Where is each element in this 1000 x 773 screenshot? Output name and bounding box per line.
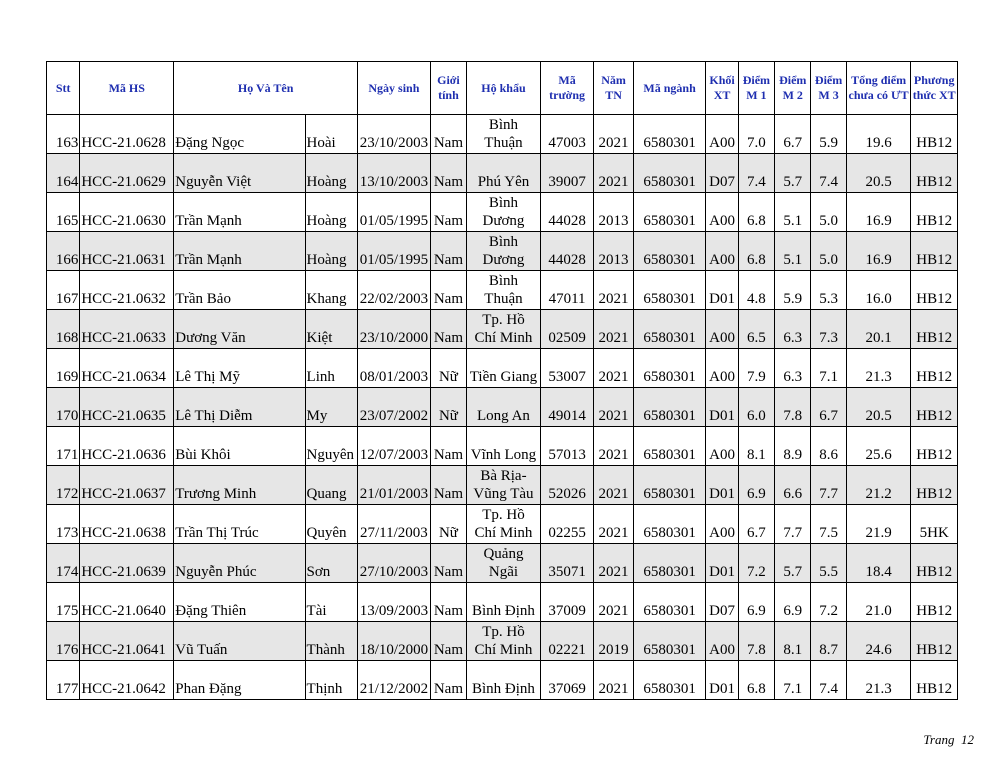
cell-nam-tn: 2021 [594,310,633,349]
cell-diem-m1: 6.8 [738,232,774,271]
cell-khoi-xt: A00 [706,505,738,544]
ho-khau-line-2: Phú Yên [477,174,530,190]
ho-khau-line-1: Bà Rịa- [480,468,527,484]
cell-tong-diem: 24.6 [846,622,911,661]
cell-gioi-tinh: Nữ [430,505,466,544]
cell-ma-truong: 53007 [540,349,594,388]
ho-khau-line-1: Tp. Hồ [482,507,525,523]
cell-diem-m1: 6.7 [738,505,774,544]
cell-ten: Sơn [305,544,358,583]
cell-ho-khau [467,583,541,622]
cell-diem-m1: 7.8 [738,622,774,661]
cell-ma-nganh: 6580301 [633,349,706,388]
cell-ma-truong: 37009 [540,583,594,622]
cell-ma-truong: 39007 [540,154,594,193]
cell-nam-tn: 2021 [594,154,633,193]
cell-khoi-xt: D01 [706,271,738,310]
ho-khau-line-2: Vũng Tàu [473,486,534,502]
cell-nam-tn: 2021 [594,661,633,700]
ho-khau-line-1: Tp. Hồ [482,312,525,328]
table-row [47,310,958,349]
cell-phuong-thuc: HB12 [911,583,958,622]
cell-ma-hs: HCC-21.0629 [80,154,174,193]
cell-diem-m2: 6.9 [775,583,811,622]
cell-ten: Thành [305,622,358,661]
cell-tong-diem: 20.1 [846,310,911,349]
header-ngay-sinh: Ngày sinh [358,62,431,115]
cell-phuong-thuc: HB12 [911,661,958,700]
cell-ho-khau [467,466,541,505]
cell-stt: 165 [47,193,80,232]
cell-ten: Thịnh [305,661,358,700]
header-khoi-xt: Khối XT [706,62,738,115]
cell-ho: Trần Mạnh [174,232,305,271]
cell-nam-tn: 2019 [594,622,633,661]
cell-stt: 177 [47,661,80,700]
cell-ho: Trương Minh [174,466,305,505]
cell-ma-hs: HCC-21.0642 [80,661,174,700]
cell-ma-truong: 37069 [540,661,594,700]
cell-gioi-tinh: Nam [430,115,466,154]
cell-diem-m1: 7.4 [738,154,774,193]
cell-ten: Quang [305,466,358,505]
cell-ho-khau [467,232,541,271]
cell-ma-hs: HCC-21.0640 [80,583,174,622]
cell-phuong-thuc: HB12 [911,622,958,661]
cell-ma-hs: HCC-21.0637 [80,466,174,505]
header-diem-m3: Điểm M 3 [811,62,846,115]
cell-diem-m1: 6.8 [738,193,774,232]
cell-ngay-sinh: 23/10/2003 [358,115,431,154]
cell-ma-hs: HCC-21.0630 [80,193,174,232]
header-stt: Stt [47,62,80,115]
header-phuong-thuc: Phương thức XT [911,62,958,115]
cell-diem-m3: 8.7 [811,622,846,661]
cell-khoi-xt: D01 [706,544,738,583]
cell-diem-m3: 7.4 [811,154,846,193]
cell-ho-khau [467,349,541,388]
table-row [47,193,958,232]
cell-ma-hs: HCC-21.0638 [80,505,174,544]
cell-ho: Nguyễn Việt [174,154,305,193]
cell-ngay-sinh: 12/07/2003 [358,427,431,466]
cell-tong-diem: 16.9 [846,193,911,232]
cell-ten: Hoàng [305,154,358,193]
ho-khau-line-1: Bình [488,273,519,289]
cell-ten: Nguyên [305,427,358,466]
cell-ma-hs: HCC-21.0632 [80,271,174,310]
cell-ho: Phan Đặng [174,661,305,700]
cell-ho-khau [467,310,541,349]
cell-diem-m2: 6.3 [775,349,811,388]
cell-khoi-xt: A00 [706,232,738,271]
cell-ho-khau [467,388,541,427]
cell-diem-m2: 5.1 [775,232,811,271]
cell-ngay-sinh: 08/01/2003 [358,349,431,388]
cell-khoi-xt: A00 [706,310,738,349]
student-table [46,61,958,700]
cell-ho-khau [467,622,541,661]
cell-diem-m3: 5.3 [811,271,846,310]
cell-diem-m3: 8.6 [811,427,846,466]
cell-ho: Trần Mạnh [174,193,305,232]
cell-diem-m1: 8.1 [738,427,774,466]
cell-ma-hs: HCC-21.0641 [80,622,174,661]
cell-diem-m3: 5.9 [811,115,846,154]
header-ho-ten: Họ Và Tên [174,62,358,115]
cell-stt: 173 [47,505,80,544]
cell-ma-nganh: 6580301 [633,388,706,427]
table-row [47,154,958,193]
cell-khoi-xt: A00 [706,349,738,388]
cell-ten: Quyên [305,505,358,544]
table-row [47,622,958,661]
table-row [47,232,958,271]
cell-ma-truong: 47003 [540,115,594,154]
cell-ho-khau [467,193,541,232]
header-diem-m1: Điểm M 1 [738,62,774,115]
cell-khoi-xt: D07 [706,154,738,193]
cell-phuong-thuc: HB12 [911,154,958,193]
cell-ten: Hoàng [305,193,358,232]
cell-ma-hs: HCC-21.0639 [80,544,174,583]
cell-gioi-tinh: Nam [430,622,466,661]
cell-khoi-xt: D01 [706,661,738,700]
cell-gioi-tinh: Nam [430,310,466,349]
cell-phuong-thuc: HB12 [911,466,958,505]
header-row [47,62,958,115]
cell-diem-m2: 8.9 [775,427,811,466]
cell-diem-m3: 7.7 [811,466,846,505]
cell-diem-m2: 5.1 [775,193,811,232]
cell-ho: Bùi Khôi [174,427,305,466]
cell-gioi-tinh: Nữ [430,388,466,427]
cell-diem-m2: 7.7 [775,505,811,544]
table-row [47,661,958,700]
cell-ma-nganh: 6580301 [633,271,706,310]
cell-phuong-thuc: HB12 [911,232,958,271]
cell-tong-diem: 21.3 [846,349,911,388]
cell-ho: Đặng Ngọc [174,115,305,154]
cell-phuong-thuc: HB12 [911,271,958,310]
cell-nam-tn: 2021 [594,427,633,466]
header-tong-diem: Tổng điểm chưa có ƯT [846,62,911,115]
table-row [47,466,958,505]
cell-ma-truong: 44028 [540,193,594,232]
cell-diem-m2: 5.7 [775,544,811,583]
cell-stt: 174 [47,544,80,583]
table-row [47,544,958,583]
cell-tong-diem: 16.9 [846,232,911,271]
cell-ma-hs: HCC-21.0635 [80,388,174,427]
cell-ma-nganh: 6580301 [633,466,706,505]
cell-stt: 175 [47,583,80,622]
cell-diem-m2: 5.7 [775,154,811,193]
cell-stt: 166 [47,232,80,271]
cell-phuong-thuc: HB12 [911,115,958,154]
cell-phuong-thuc: HB12 [911,544,958,583]
ho-khau-line-2: Chí Minh [474,525,533,541]
header-gioi-tinh: Giới tính [430,62,466,115]
cell-ten: Tài [305,583,358,622]
page-number: 12 [961,732,974,747]
cell-ngay-sinh: 01/05/1995 [358,193,431,232]
cell-ho-khau [467,427,541,466]
cell-ho: Đặng Thiên [174,583,305,622]
table-row [47,427,958,466]
cell-diem-m1: 7.2 [738,544,774,583]
cell-ngay-sinh: 01/05/1995 [358,232,431,271]
cell-gioi-tinh: Nam [430,271,466,310]
cell-tong-diem: 21.9 [846,505,911,544]
ho-khau-line-2: Thuận [484,135,523,151]
cell-ma-truong: 02509 [540,310,594,349]
cell-ngay-sinh: 23/07/2002 [358,388,431,427]
ho-khau-line-2: Dương [482,213,525,229]
cell-tong-diem: 20.5 [846,388,911,427]
cell-gioi-tinh: Nam [430,232,466,271]
cell-khoi-xt: A00 [706,193,738,232]
cell-diem-m3: 5.5 [811,544,846,583]
cell-diem-m1: 7.9 [738,349,774,388]
cell-ngay-sinh: 23/10/2000 [358,310,431,349]
cell-tong-diem: 19.6 [846,115,911,154]
cell-diem-m3: 6.7 [811,388,846,427]
cell-phuong-thuc: HB12 [911,310,958,349]
cell-ma-hs: HCC-21.0636 [80,427,174,466]
cell-tong-diem: 21.3 [846,661,911,700]
cell-khoi-xt: D01 [706,388,738,427]
cell-gioi-tinh: Nam [430,427,466,466]
ho-khau-line-2: Long An [477,408,530,424]
cell-nam-tn: 2021 [594,388,633,427]
cell-stt: 168 [47,310,80,349]
cell-ten: Hoài [305,115,358,154]
cell-phuong-thuc: HB12 [911,193,958,232]
cell-ma-truong: 49014 [540,388,594,427]
ho-khau-line-2: Bình Định [472,603,535,619]
cell-diem-m3: 7.5 [811,505,846,544]
cell-ho: Trần Bảo [174,271,305,310]
ho-khau-line-2: Dương [482,252,525,268]
cell-diem-m1: 6.9 [738,583,774,622]
header-diem-m2: Điểm M 2 [775,62,811,115]
cell-stt: 176 [47,622,80,661]
cell-ma-hs: HCC-21.0628 [80,115,174,154]
cell-tong-diem: 25.6 [846,427,911,466]
header-ma-hs: Mã HS [80,62,174,115]
cell-ma-truong: 02221 [540,622,594,661]
cell-tong-diem: 20.5 [846,154,911,193]
cell-ma-hs: HCC-21.0631 [80,232,174,271]
cell-ten: Kiệt [305,310,358,349]
ho-khau-line-1: Tp. Hồ [482,624,525,640]
cell-stt: 171 [47,427,80,466]
cell-gioi-tinh: Nữ [430,349,466,388]
cell-diem-m3: 7.2 [811,583,846,622]
cell-diem-m3: 5.0 [811,232,846,271]
cell-ho: Vũ Tuấn [174,622,305,661]
cell-ma-truong: 35071 [540,544,594,583]
cell-nam-tn: 2021 [594,466,633,505]
cell-diem-m1: 6.5 [738,310,774,349]
cell-ma-truong: 47011 [540,271,594,310]
cell-stt: 164 [47,154,80,193]
cell-gioi-tinh: Nam [430,544,466,583]
cell-ma-nganh: 6580301 [633,427,706,466]
cell-gioi-tinh: Nam [430,154,466,193]
cell-phuong-thuc: HB12 [911,388,958,427]
cell-khoi-xt: D01 [706,466,738,505]
ho-khau-line-1: Bình [488,234,519,250]
cell-ma-hs: HCC-21.0634 [80,349,174,388]
cell-diem-m1: 6.9 [738,466,774,505]
cell-diem-m1: 4.8 [738,271,774,310]
cell-ten: Linh [305,349,358,388]
cell-ma-nganh: 6580301 [633,115,706,154]
cell-stt: 169 [47,349,80,388]
cell-ngay-sinh: 13/10/2003 [358,154,431,193]
cell-diem-m1: 6.0 [738,388,774,427]
ho-khau-line-2: Vĩnh Long [470,447,537,463]
cell-khoi-xt: A00 [706,115,738,154]
ho-khau-line-1: Quảng [483,546,524,562]
cell-tong-diem: 16.0 [846,271,911,310]
header-ma-truong: Mã trường [540,62,594,115]
ho-khau-line-2: Ngãi [488,564,519,580]
cell-nam-tn: 2013 [594,232,633,271]
cell-nam-tn: 2021 [594,544,633,583]
cell-ma-hs: HCC-21.0633 [80,310,174,349]
cell-ho-khau [467,505,541,544]
cell-diem-m2: 8.1 [775,622,811,661]
cell-ma-truong: 44028 [540,232,594,271]
ho-khau-line-2: Chí Minh [474,330,533,346]
cell-ho: Lê Thị Mỹ [174,349,305,388]
cell-gioi-tinh: Nam [430,466,466,505]
cell-ngay-sinh: 22/02/2003 [358,271,431,310]
cell-diem-m2: 6.3 [775,310,811,349]
cell-ho: Lê Thị Diễm [174,388,305,427]
cell-ma-truong: 02255 [540,505,594,544]
cell-ho: Trần Thị Trúc [174,505,305,544]
cell-ho-khau [467,271,541,310]
cell-nam-tn: 2021 [594,505,633,544]
cell-ma-nganh: 6580301 [633,661,706,700]
cell-ngay-sinh: 13/09/2003 [358,583,431,622]
ho-khau-line-2: Tiền Giang [469,369,538,385]
cell-ma-nganh: 6580301 [633,583,706,622]
cell-ma-nganh: 6580301 [633,505,706,544]
cell-phuong-thuc: HB12 [911,427,958,466]
cell-nam-tn: 2021 [594,349,633,388]
cell-ngay-sinh: 21/12/2002 [358,661,431,700]
table-row [47,349,958,388]
cell-phuong-thuc: HB12 [911,349,958,388]
cell-ngay-sinh: 18/10/2000 [358,622,431,661]
cell-ma-nganh: 6580301 [633,622,706,661]
cell-khoi-xt: D07 [706,583,738,622]
cell-ho-khau [467,544,541,583]
cell-khoi-xt: A00 [706,622,738,661]
cell-ten: My [305,388,358,427]
cell-nam-tn: 2021 [594,115,633,154]
cell-ten: Khang [305,271,358,310]
ho-khau-line-1: Bình [488,195,519,211]
cell-ho: Dương Văn [174,310,305,349]
page-footer [923,732,974,748]
cell-diem-m3: 7.4 [811,661,846,700]
table-row [47,583,958,622]
cell-ho-khau [467,661,541,700]
cell-diem-m2: 7.8 [775,388,811,427]
cell-diem-m1: 7.0 [738,115,774,154]
ho-khau-line-2: Thuận [484,291,523,307]
cell-gioi-tinh: Nam [430,193,466,232]
cell-ngay-sinh: 27/10/2003 [358,544,431,583]
cell-ma-nganh: 6580301 [633,193,706,232]
cell-ma-nganh: 6580301 [633,310,706,349]
page-label: Trang [923,732,955,747]
cell-diem-m2: 6.6 [775,466,811,505]
cell-diem-m3: 5.0 [811,193,846,232]
cell-ma-truong: 57013 [540,427,594,466]
cell-ngay-sinh: 27/11/2003 [358,505,431,544]
cell-khoi-xt: A00 [706,427,738,466]
ho-khau-line-2: Bình Định [472,681,535,697]
table-row [47,271,958,310]
cell-diem-m3: 7.3 [811,310,846,349]
cell-stt: 170 [47,388,80,427]
cell-gioi-tinh: Nam [430,661,466,700]
table-row [47,115,958,154]
cell-ma-truong: 52026 [540,466,594,505]
cell-diem-m2: 6.7 [775,115,811,154]
cell-phuong-thuc: 5HK [911,505,958,544]
cell-diem-m1: 6.8 [738,661,774,700]
cell-nam-tn: 2013 [594,193,633,232]
table-row [47,505,958,544]
cell-diem-m2: 7.1 [775,661,811,700]
header-nam-tn: Năm TN [594,62,633,115]
cell-tong-diem: 21.0 [846,583,911,622]
cell-ho-khau [467,154,541,193]
cell-stt: 167 [47,271,80,310]
cell-ma-nganh: 6580301 [633,232,706,271]
cell-gioi-tinh: Nam [430,583,466,622]
cell-nam-tn: 2021 [594,271,633,310]
cell-nam-tn: 2021 [594,583,633,622]
cell-ho-khau [467,115,541,154]
cell-stt: 172 [47,466,80,505]
ho-khau-line-1: Bình [488,117,519,133]
cell-ma-nganh: 6580301 [633,154,706,193]
cell-diem-m3: 7.1 [811,349,846,388]
cell-ngay-sinh: 21/01/2003 [358,466,431,505]
cell-tong-diem: 21.2 [846,466,911,505]
cell-ten: Hoàng [305,232,358,271]
cell-diem-m2: 5.9 [775,271,811,310]
cell-ma-nganh: 6580301 [633,544,706,583]
cell-stt: 163 [47,115,80,154]
cell-ho: Nguyễn Phúc [174,544,305,583]
header-ho-khau: Hộ khẩu [467,62,541,115]
cell-tong-diem: 18.4 [846,544,911,583]
header-ma-nganh: Mã ngành [633,62,706,115]
ho-khau-line-2: Chí Minh [474,642,533,658]
table-row [47,388,958,427]
